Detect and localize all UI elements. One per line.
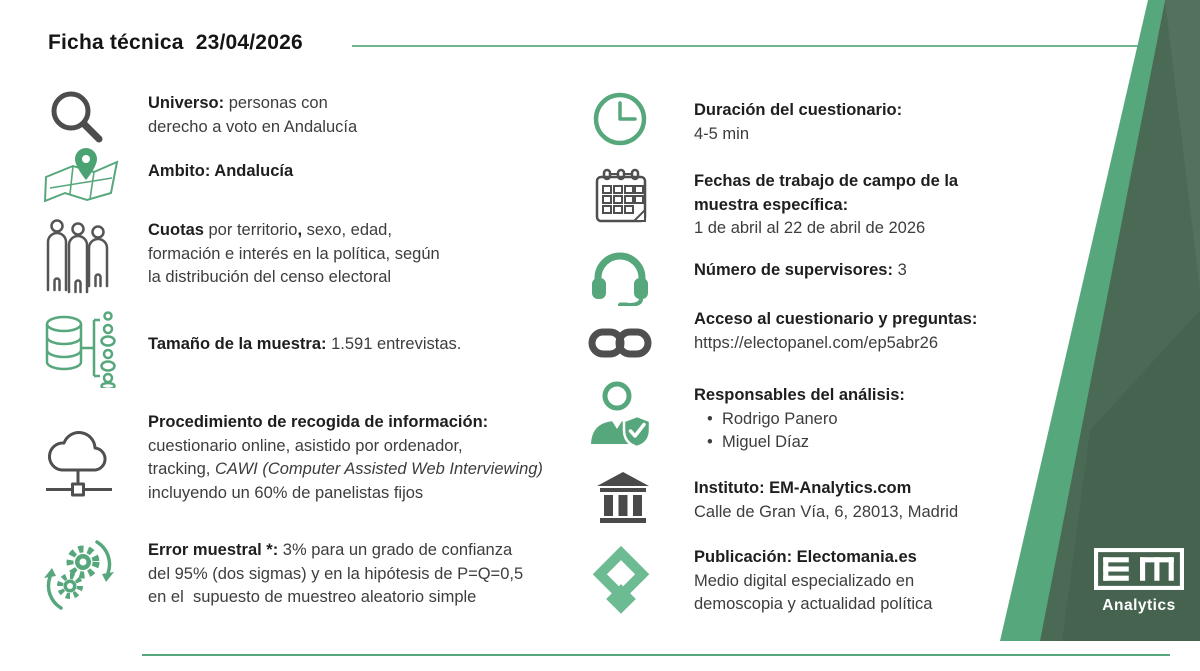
- muestra-text: Tamaño de la muestra: 1.591 entrevistas.: [148, 335, 462, 353]
- em-analytics-logo: [1093, 548, 1185, 615]
- top-divider-line: [352, 45, 1138, 47]
- calendar-icon: [593, 168, 649, 231]
- instituto-text: Instituto: EM-Analytics.com Calle de Gran Vía, 6, 28013, Madrid: [694, 479, 959, 521]
- fechas-text: Fechas de trabajo de campo de la muestra específica: 1 de abril al 22 de abril de 2026: [694, 172, 959, 238]
- cloud-network-icon: [42, 424, 114, 511]
- em-logo-mark: [1094, 548, 1184, 590]
- database-users-icon: [44, 310, 118, 393]
- clock-icon: [592, 90, 648, 153]
- headset-icon: [590, 248, 650, 311]
- procedimiento-text: Procedimiento de recogida de información: cuestionario online, asistido por ordenador, tracking, CAWI (Computer Assisted Web Interviewing) incluyendo un 60% de panelistas fijos: [148, 413, 543, 502]
- page-title: Ficha técnica 23/04/2026: [48, 31, 303, 54]
- analyst-shield-icon: [588, 380, 654, 457]
- map-pin-icon: [42, 146, 120, 213]
- acceso-text: Acceso al cuestionario y preguntas: https://electopanel.com/ep5abr26: [694, 310, 978, 352]
- people-icon: [46, 218, 110, 301]
- error-muestral-text: Error muestral *: 3% para un grado de confianza del 95% (dos sigmas) y en la hipótesis de P=Q=0,5 en el supuesto de muestreo aleatorio simple: [148, 541, 524, 607]
- gears-sync-icon: [44, 536, 114, 619]
- bottom-divider-line: [142, 654, 1170, 656]
- search-icon: [46, 88, 106, 153]
- responsables-text: Responsables del análisis: • Rodrigo Panero • Miguel Díaz: [694, 386, 905, 452]
- electomania-logo-icon: [590, 544, 652, 623]
- duracion-text: Duración del cuestionario: 4-5 min: [694, 101, 903, 143]
- link-icon: [588, 322, 652, 369]
- institute-building-icon: [595, 470, 651, 531]
- ambito-text: Ambito: Andalucía: [148, 162, 294, 180]
- publicacion-text: Publicación: Electomania.es Medio digital especializado en demoscopia y actualidad política: [694, 548, 933, 614]
- supervisores-text: Número de supervisores: 3: [694, 261, 907, 279]
- cuotas-text: Cuotas por territorio, sexo, edad, formación e interés en la política, según la distribución del censo electoral: [148, 221, 440, 287]
- em-analytics-wordmark: Analytics: [1102, 597, 1176, 614]
- universo-text: Universo: personas con derecho a voto en Andalucía: [148, 94, 358, 136]
